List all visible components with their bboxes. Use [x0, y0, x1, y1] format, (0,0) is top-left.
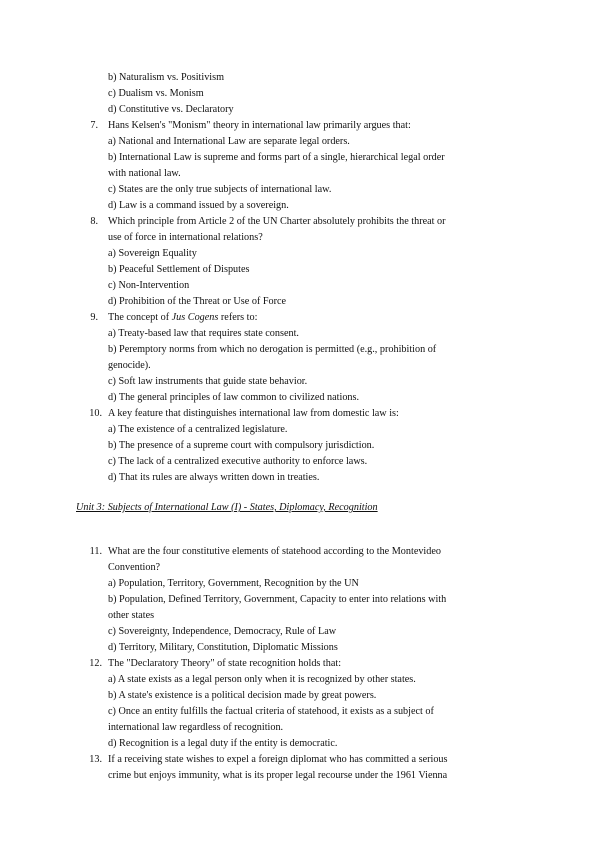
q7-option-b-cont: with national law. — [108, 168, 181, 179]
q9-option-a: a) Treaty-based law that requires state consent. — [108, 328, 299, 339]
q10-number: 10. — [89, 408, 102, 419]
q8-stem: Which principle from Article 2 of the UN Charter absolutely prohibits the threat or — [108, 216, 446, 227]
q10-option-b: b) The presence of a supreme court with compulsory jurisdiction. — [108, 440, 375, 451]
q9-stem-post: refers to: — [218, 312, 258, 323]
q8-option-b: b) Peaceful Settlement of Disputes — [108, 264, 250, 275]
q7-option-b: b) International Law is supreme and forms part of a single, hierarchical legal order — [108, 152, 445, 163]
q6-option-d: d) Constitutive vs. Declaratory — [108, 104, 234, 115]
q12-number: 12. — [89, 658, 102, 669]
q7-option-a: a) National and International Law are separate legal orders. — [108, 136, 350, 147]
q10-option-a: a) The existence of a centralized legislature. — [108, 424, 288, 435]
q12-option-b: b) A state's existence is a political decision made by great powers. — [108, 690, 377, 701]
q9-option-b: b) Peremptory norms from which no derogation is permitted (e.g., prohibition of — [108, 344, 437, 355]
q7-stem: Hans Kelsen's "Monism" theory in international law primarily argues that: — [108, 120, 411, 131]
q8-number: 8. — [90, 216, 98, 227]
q13-stem: If a receiving state wishes to expel a foreign diplomat who has committed a serious — [108, 754, 448, 765]
q11-stem-cont: Convention? — [108, 562, 161, 573]
q11-option-b: b) Population, Defined Territory, Government, Capacity to enter into relations with — [108, 594, 447, 605]
q7-option-c: c) States are the only true subjects of international law. — [108, 184, 332, 195]
q13-stem-cont: crime but enjoys immunity, what is its proper legal recourse under the 1961 Vienna — [108, 770, 448, 781]
q11-option-a: a) Population, Territory, Government, Recognition by the UN — [108, 578, 359, 589]
q11-stem: What are the four constitutive elements of statehood according to the Montevideo — [108, 546, 441, 557]
q11-option-b-cont: other states — [108, 610, 155, 621]
unit3-heading: Unit 3: Subjects of International Law (I) - States, Diplomacy, Recognition — [76, 502, 378, 513]
q12-stem: The "Declaratory Theory" of state recognition holds that: — [108, 658, 342, 669]
q13-number: 13. — [89, 754, 102, 765]
q8-option-a: a) Sovereign Equality — [108, 248, 197, 259]
q12-option-c-cont: international law regardless of recognition. — [108, 722, 284, 733]
q12-option-c: c) Once an entity fulfills the factual criteria of statehood, it exists as a subject of — [108, 706, 434, 717]
q7-option-d: d) Law is a command issued by a sovereign. — [108, 200, 289, 211]
q12-option-d: d) Recognition is a legal duty if the entity is democratic. — [108, 738, 338, 749]
q11-number: 11. — [89, 546, 102, 557]
q10-stem: A key feature that distinguishes international law from domestic law is: — [108, 408, 399, 419]
q11-option-c: c) Sovereignty, Independence, Democracy, Rule of Law — [108, 626, 337, 637]
q8-stem-cont: use of force in international relations? — [108, 232, 263, 243]
q8-option-d: d) Prohibition of the Threat or Use of Force — [108, 296, 287, 307]
q9-stem — [108, 310, 257, 326]
q9-number: 9. — [90, 312, 98, 323]
q9-stem-pre: The concept of — [108, 312, 172, 323]
q6-option-c: c) Dualism vs. Monism — [108, 88, 204, 99]
q8-option-c: c) Non-Intervention — [108, 280, 190, 291]
q6-option-b: b) Naturalism vs. Positivism — [108, 72, 225, 83]
q11-option-d: d) Territory, Military, Constitution, Diplomatic Missions — [108, 642, 338, 653]
q12-option-a: a) A state exists as a legal person only when it is recognized by other states. — [108, 674, 416, 685]
q10-option-d: d) That its rules are always written down in treaties. — [108, 472, 320, 483]
q9-option-b-cont: genocide). — [108, 360, 151, 371]
q9-option-c: c) Soft law instruments that guide state behavior. — [108, 376, 308, 387]
q7-number: 7. — [90, 120, 98, 131]
q10-option-c: c) The lack of a centralized executive authority to enforce laws. — [108, 456, 368, 467]
q9-stem-term: Jus Cogens — [171, 312, 219, 323]
q9-option-d: d) The general principles of law common to civilized nations. — [108, 392, 360, 403]
